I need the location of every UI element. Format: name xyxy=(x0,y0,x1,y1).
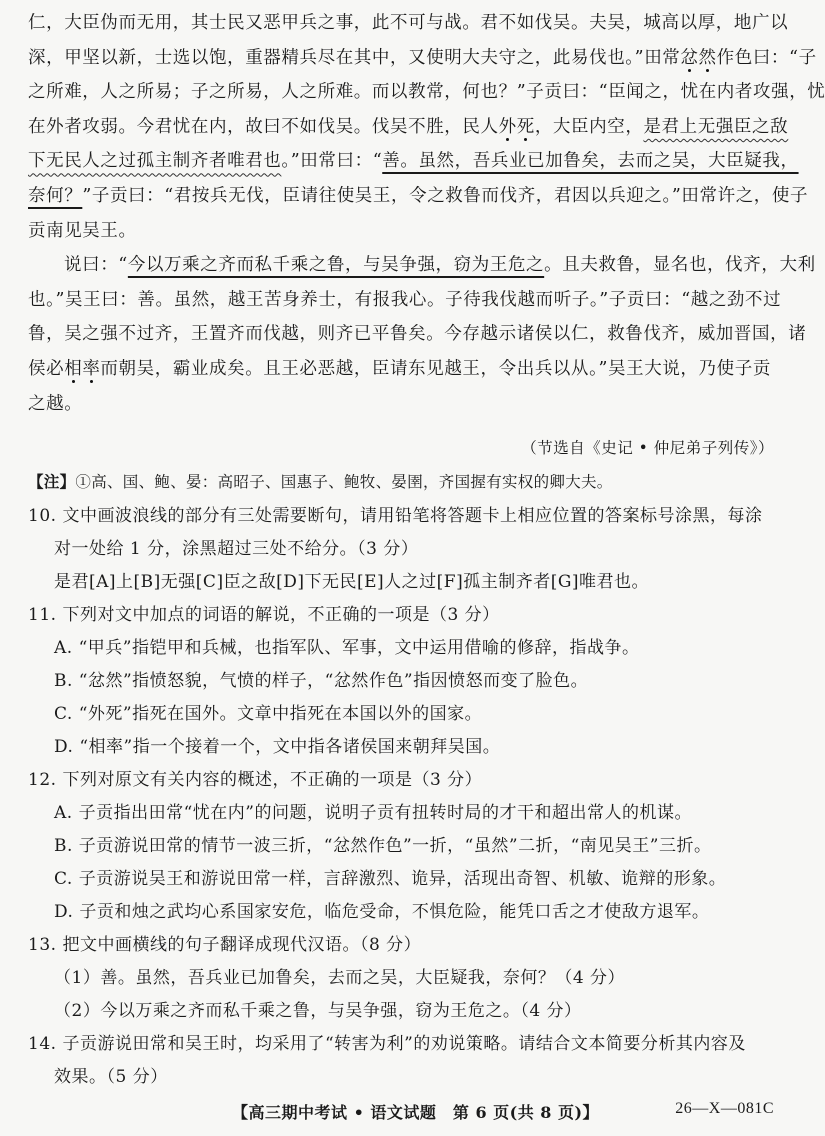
question-13 xyxy=(28,929,776,1028)
question-stem: 对一处给 1 分，涂黑超过三处不给分。（3 分） xyxy=(54,539,419,559)
option-b: B. 子贡游说田常的情节一波三折，“忿然作色”一折，“虽然”二折，“南见吴王”三折。 xyxy=(54,836,712,856)
question-stem: 效果。（5 分） xyxy=(54,1067,168,1087)
passage-source: （节选自《史记 • 仲尼弟子列传》） xyxy=(521,439,774,457)
option-b: B. “忿然”指愤怒貌，气愤的样子，“忿然作色”指因愤怒而变了脸色。 xyxy=(54,671,589,691)
passage-line: 下无民人之过孤主制齐者唯君也。”田常曰：“善。虽然，吾兵业已加鲁矣，去而之吴，大臣疑我， xyxy=(28,151,799,172)
dotted-char: 外 xyxy=(498,116,517,137)
passage-line: 深，甲坚以新，士选以饱，重器精兵尽在其中，又使明大夫守之，此易伐也。”田常忿然作色曰：“子 xyxy=(28,47,817,68)
option-a: A. 子贡指出田常“忧在内”的问题，说明子贡有扭转时局的才干和超出常人的机谋。 xyxy=(54,803,692,823)
sentence-to-punctuate: 是君[A]上[B]无强[C]臣之敌[D]下无民[E]人之过[F]孤主制齐者[G]唯君也。 xyxy=(54,572,650,592)
question-stem: 13. 把文中画横线的句子翻译成现代汉语。（8 分） xyxy=(28,935,422,955)
option-a: A. “甲兵”指铠甲和兵械，也指军队、军事，文中运用借喻的修辞，指战争。 xyxy=(54,638,640,658)
translation-item: （2）今以万乘之齐而私千乘之鲁，与吴争强，窃为王危之。（4 分） xyxy=(54,1001,582,1021)
passage-line: 也。”吴王曰：善。虽然，越王苦身养士，有报我心。子待我伐越而听子。”子贡曰：“越之劲不过 xyxy=(28,289,782,310)
option-d: D. 子贡和烛之武均心系国家安危，临危受命，不惧危险，能凭口舌之才使敌方退军。 xyxy=(54,902,710,922)
passage-line: 之所难，人之所易；子之所易，人之所难。而以教常，何也？”子贡曰：“臣闻之，忧在内者攻强，忧 xyxy=(28,82,825,103)
dotted-char: 然 xyxy=(698,47,717,68)
question-12 xyxy=(28,764,776,929)
question-11 xyxy=(28,599,776,764)
question-stem: 14. 子贡游说田常和吴王时，均采用了“转害为利”的劝说策略。请结合文本简要分析其内容及 xyxy=(28,1034,746,1054)
passage-line: 在外者攻弱。今君忧在内，故曰不如伐吴。伐吴不胜，民人外死，大臣内空，是君上无强臣之敌 xyxy=(28,116,789,137)
question-stem: 11. 下列对文中加点的词语的解说，不正确的一项是（3 分） xyxy=(28,605,500,625)
option-c: C. “外死”指死在国外。文章中指死在本国以外的国家。 xyxy=(54,704,483,724)
underlined-sentence: 奈何？ xyxy=(28,185,83,206)
annotation-note xyxy=(28,470,776,492)
note-label: 【注】 xyxy=(28,472,76,491)
translation-item: （1）善。虽然，吾兵业已加鲁矣，去而之吴，大臣疑我，奈何？（4 分） xyxy=(54,968,626,988)
exam-code: 26—X—081C xyxy=(675,1100,774,1117)
passage-line: 之越。 xyxy=(28,393,83,414)
passage-line: 侯必相率而朝吴，霸业成矣。且王必恶越，臣请东见越王，令出兵以从。”吴王大说，乃使子贡 xyxy=(28,358,771,379)
option-d: D. “相率”指一个接着一个，文中指各诸侯国来朝拜吴国。 xyxy=(54,737,501,757)
passage-line: 仁，大臣伪而无用，其士民又恶甲兵之事，此不可与战。君不如伐吴。夫吴，城高以厚，地广以 xyxy=(28,13,789,33)
option-c: C. 子贡游说吴王和游说田常一样，言辞激烈、诡异，活现出奇智、机敏、诡辩的形象。 xyxy=(54,869,727,889)
dotted-char: 死 xyxy=(516,116,535,137)
dotted-char: 率 xyxy=(82,358,101,379)
passage-line: 奈何？”子贡曰：“君按兵无伐，臣请往使吴王，令之救鲁而伐齐，君因以兵迎之。”田常许之，使子 xyxy=(28,185,809,206)
classical-passage xyxy=(28,6,825,421)
question-stem: 10. 文中画波浪线的部分有三处需要断句，请用铅笔将答题卡上相应位置的答案标号涂黑，每涂 xyxy=(28,506,763,526)
underlined-sentence: 今以万乘之齐而私千乘之鲁，与吴争强，窃为王危之 xyxy=(127,255,545,276)
note-text: ①高、国、鲍、晏：高昭子、国惠子、鲍牧、晏圉，齐国握有实权的卿大夫。 xyxy=(75,473,613,491)
page-footer xyxy=(0,1100,800,1130)
passage-line: 贡南见吴王。 xyxy=(28,220,137,241)
dotted-char: 相 xyxy=(64,358,83,379)
underlined-sentence: 善。虽然，吾兵业已加鲁矣，去而之吴，大臣疑我， xyxy=(382,151,799,172)
dotted-char: 忿 xyxy=(680,47,699,68)
exam-title: 【高三期中考试 • 语文试题 第 6 页(共 8 页)】 xyxy=(232,1103,600,1122)
passage-line: 说曰：“今以万乘之齐而私千乘之鲁，与吴争强，窃为王危之。且夫救鲁，显名也，伐齐，大利 xyxy=(64,255,816,276)
question-stem: 12. 下列对原文有关内容的概述，不正确的一项是（3 分） xyxy=(28,770,483,790)
question-10 xyxy=(28,500,776,599)
passage-line: 鲁，吴之强不过齐，王置齐而伐越，则齐已平鲁矣。今存越示诸侯以仁，救鲁伐齐，威加晋国，诸 xyxy=(28,324,807,345)
wavy-underlined-text: 是君上无强臣之敌 xyxy=(643,116,789,137)
question-14 xyxy=(28,1028,776,1094)
wavy-underlined-text: 下无民人之过孤主制齐者唯君也 xyxy=(28,151,282,172)
